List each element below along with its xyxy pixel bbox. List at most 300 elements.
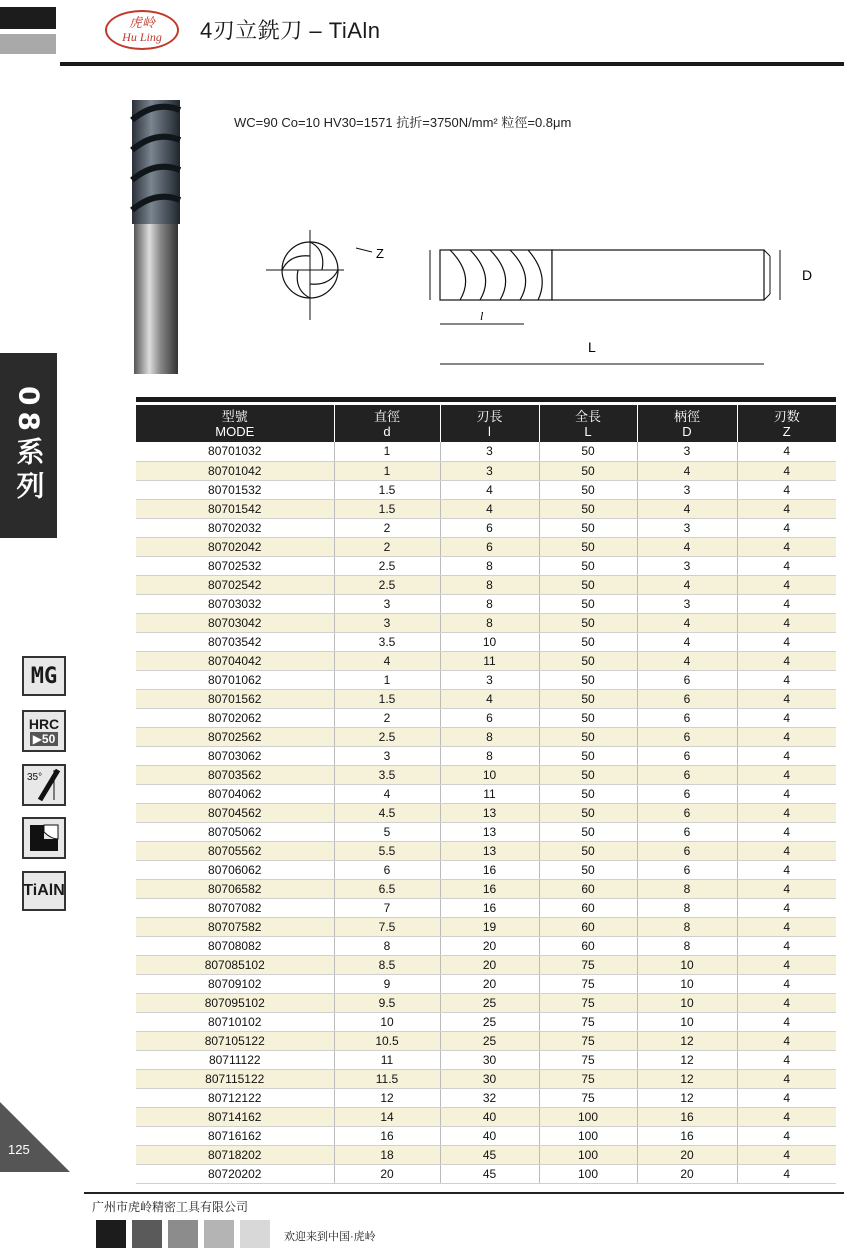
table-cell: 80710102 — [136, 1012, 334, 1031]
table-cell: 3 — [334, 613, 440, 632]
table-row — [136, 632, 836, 651]
table-cell: 50 — [539, 556, 637, 575]
table-cell: 8 — [637, 936, 737, 955]
color-swatch — [240, 1220, 270, 1248]
helix-angle-label: 35° — [27, 772, 43, 783]
table-cell: 6 — [637, 670, 737, 689]
table-cell: 4 — [737, 1108, 836, 1127]
table-cell: 4 — [737, 1031, 836, 1050]
table-cell: 19 — [440, 917, 539, 936]
table-cell: 13 — [440, 822, 539, 841]
col-header-flute-length: 刃長 l — [440, 405, 539, 442]
table-cell: 80718202 — [136, 1146, 334, 1165]
col-header-overall-length: 全長 L — [539, 405, 637, 442]
table-cell: 4 — [737, 575, 836, 594]
table-cell: 80708082 — [136, 936, 334, 955]
table-cell: 3 — [334, 594, 440, 613]
table-cell: 4 — [737, 1051, 836, 1070]
table-row — [136, 765, 836, 784]
table-cell: 50 — [539, 822, 637, 841]
helix-angle-graphic — [24, 766, 64, 804]
table-cell: 60 — [539, 936, 637, 955]
color-swatch — [132, 1220, 162, 1248]
table-cell: 3 — [440, 461, 539, 480]
mg-icon-label: MG — [30, 663, 58, 689]
table-row — [136, 575, 836, 594]
table-cell: 8 — [637, 898, 737, 917]
table-cell: 75 — [539, 1070, 637, 1089]
col-header-shank-diameter: 柄徑 D — [637, 405, 737, 442]
table-cell: 2.5 — [334, 575, 440, 594]
table-cell: 7.5 — [334, 917, 440, 936]
table-row — [136, 1070, 836, 1089]
table-cell: 11 — [440, 651, 539, 670]
col-header-model: 型號 MODE — [136, 405, 334, 442]
table-cell: 4 — [334, 784, 440, 803]
table-cell: 4.5 — [334, 803, 440, 822]
table-row — [136, 746, 836, 765]
table-cell: 4 — [737, 632, 836, 651]
table-cell: 60 — [539, 898, 637, 917]
table-cell: 50 — [539, 613, 637, 632]
table-cell: 75 — [539, 1089, 637, 1108]
table-cell: 80701542 — [136, 499, 334, 518]
table-cell: 80704062 — [136, 784, 334, 803]
table-cell: 80707582 — [136, 917, 334, 936]
table-cell: 3 — [440, 442, 539, 461]
logo-en-text: Hu Ling — [122, 29, 162, 44]
l-large-label: L — [588, 339, 596, 355]
table-cell: 50 — [539, 784, 637, 803]
table-cell: 4 — [737, 955, 836, 974]
table-cell: 3 — [637, 518, 737, 537]
table-cell: 7 — [334, 898, 440, 917]
table-cell: 20 — [440, 974, 539, 993]
table-cell: 50 — [539, 575, 637, 594]
table-cell: 13 — [440, 841, 539, 860]
table-cell: 4 — [737, 936, 836, 955]
material-spec: WC=90 Co=10 HV30=1571 抗折=3750N/mm² 粒徑=0.8μm — [234, 115, 572, 130]
table-cell: 3 — [637, 480, 737, 499]
table-cell: 4 — [737, 556, 836, 575]
table-cell: 11 — [440, 784, 539, 803]
table-cell: 50 — [539, 594, 637, 613]
table-cell: 3 — [637, 594, 737, 613]
logo-cn-text: 虎岭 — [128, 15, 155, 31]
table-cell: 12 — [334, 1089, 440, 1108]
tialn-icon-label: TiAlN — [23, 882, 65, 899]
table-cell: 8 — [334, 936, 440, 955]
table-cell: 12 — [637, 1070, 737, 1089]
table-cell: 10 — [637, 974, 737, 993]
table-cell: 4 — [737, 1012, 836, 1031]
table-cell: 80701062 — [136, 670, 334, 689]
table-cell: 40 — [440, 1127, 539, 1146]
table-row — [136, 993, 836, 1012]
helix-angle-icon — [22, 764, 66, 806]
table-cell: 20 — [440, 955, 539, 974]
table-cell: 8 — [637, 917, 737, 936]
table-cell: 20 — [334, 1165, 440, 1184]
header-dark-block — [0, 7, 56, 29]
footer-rule — [84, 1192, 844, 1194]
table-cell: 4 — [637, 651, 737, 670]
table-cell: 75 — [539, 993, 637, 1012]
table-cell: 40 — [440, 1108, 539, 1127]
welcome-text: 欢迎来到中国·虎岭 — [284, 1231, 376, 1243]
table-cell: 6 — [637, 860, 737, 879]
table-cell: 4 — [737, 613, 836, 632]
l-small-label: l — [480, 309, 484, 323]
table-cell: 4 — [737, 708, 836, 727]
table-cell: 30 — [440, 1070, 539, 1089]
table-cell: 6 — [637, 746, 737, 765]
table-cell: 8 — [440, 575, 539, 594]
table-cell: 20 — [637, 1165, 737, 1184]
table-cell: 75 — [539, 974, 637, 993]
table-cell: 80714162 — [136, 1108, 334, 1127]
table-cell: 60 — [539, 879, 637, 898]
table-cell: 2.5 — [334, 727, 440, 746]
table-cell: 4 — [737, 1089, 836, 1108]
table-cell: 20 — [637, 1146, 737, 1165]
table-cell: 12 — [637, 1051, 737, 1070]
table-cell: 80701042 — [136, 461, 334, 480]
table-cell: 1 — [334, 461, 440, 480]
table-row — [136, 1108, 836, 1127]
table-cell: 10 — [440, 632, 539, 651]
table-cell: 60 — [539, 917, 637, 936]
table-cell: 80701562 — [136, 689, 334, 708]
table-row — [136, 499, 836, 518]
table-cell: 4 — [737, 518, 836, 537]
table-cell: 50 — [539, 461, 637, 480]
table-cell: 10 — [637, 993, 737, 1012]
table-row — [136, 917, 836, 936]
col-header-diameter: 直徑 d — [334, 405, 440, 442]
table-cell: 6 — [637, 765, 737, 784]
table-cell: 75 — [539, 1051, 637, 1070]
color-swatch — [96, 1220, 126, 1248]
table-cell: 45 — [440, 1165, 539, 1184]
table-cell: 4 — [737, 689, 836, 708]
table-cell: 80709102 — [136, 974, 334, 993]
table-row — [136, 1051, 836, 1070]
dimension-diagram — [260, 228, 820, 373]
table-cell: 8 — [440, 727, 539, 746]
header-gray-block — [0, 34, 56, 54]
company-name: 广州市虎岭精密工具有限公司 — [92, 1200, 249, 1214]
table-cell: 5 — [334, 822, 440, 841]
hrc-icon-value: ▶50 — [30, 732, 59, 746]
table-cell: 25 — [440, 1031, 539, 1050]
table-cell: 50 — [539, 746, 637, 765]
table-cell: 4 — [737, 442, 836, 461]
spec-table — [136, 405, 836, 1184]
table-cell: 4 — [440, 480, 539, 499]
table-row — [136, 556, 836, 575]
table-cell: 50 — [539, 860, 637, 879]
table-cell: 10 — [334, 1012, 440, 1031]
color-swatch — [204, 1220, 234, 1248]
table-row — [136, 518, 836, 537]
table-row — [136, 1165, 836, 1184]
table-row — [136, 803, 836, 822]
table-cell: 4 — [737, 461, 836, 480]
table-cell: 4 — [737, 670, 836, 689]
table-cell: 1 — [334, 670, 440, 689]
table-cell: 807095102 — [136, 993, 334, 1012]
table-cell: 6 — [440, 708, 539, 727]
hrc-icon — [22, 710, 66, 752]
table-cell: 807105122 — [136, 1031, 334, 1050]
table-row — [136, 594, 836, 613]
table-cell: 80701032 — [136, 442, 334, 461]
table-cell: 16 — [440, 879, 539, 898]
table-cell: 80705562 — [136, 841, 334, 860]
series-tab — [0, 353, 57, 538]
mg-icon — [22, 656, 66, 696]
table-cell: 45 — [440, 1146, 539, 1165]
table-cell: 16 — [440, 860, 539, 879]
table-cell: 25 — [440, 1012, 539, 1031]
table-cell: 10.5 — [334, 1031, 440, 1050]
table-cell: 6 — [637, 727, 737, 746]
table-cell: 3 — [440, 670, 539, 689]
table-cell: 30 — [440, 1051, 539, 1070]
table-cell: 4 — [737, 860, 836, 879]
table-cell: 16 — [440, 898, 539, 917]
page-corner — [0, 1102, 70, 1172]
table-cell: 4 — [440, 499, 539, 518]
table-row — [136, 613, 836, 632]
table-row — [136, 670, 836, 689]
table-row — [136, 822, 836, 841]
table-cell: 80702562 — [136, 727, 334, 746]
table-cell: 4 — [737, 879, 836, 898]
table-cell: 4 — [737, 974, 836, 993]
table-cell: 12 — [637, 1089, 737, 1108]
table-cell: 80706062 — [136, 860, 334, 879]
table-cell: 80702062 — [136, 708, 334, 727]
table-cell: 4 — [737, 480, 836, 499]
table-cell: 4 — [737, 746, 836, 765]
table-cell: 2 — [334, 537, 440, 556]
table-cell: 50 — [539, 765, 637, 784]
table-cell: 8 — [440, 613, 539, 632]
series-label: 08系列 — [12, 386, 46, 505]
table-cell: 18 — [334, 1146, 440, 1165]
page-number: 125 — [8, 1142, 30, 1157]
table-row — [136, 841, 836, 860]
table-cell: 80703062 — [136, 746, 334, 765]
table-cell: 8 — [440, 746, 539, 765]
table-cell: 807085102 — [136, 955, 334, 974]
table-cell: 75 — [539, 1012, 637, 1031]
table-cell: 4 — [737, 1165, 836, 1184]
table-cell: 4 — [737, 1070, 836, 1089]
table-cell: 8 — [440, 556, 539, 575]
table-cell: 10 — [440, 765, 539, 784]
table-cell: 6 — [637, 784, 737, 803]
table-cell: 80706582 — [136, 879, 334, 898]
table-cell: 6 — [440, 518, 539, 537]
table-cell: 80711122 — [136, 1051, 334, 1070]
table-row — [136, 689, 836, 708]
table-cell: 12 — [637, 1031, 737, 1050]
table-cell: 75 — [539, 955, 637, 974]
table-cell: 50 — [539, 518, 637, 537]
table-cell: 4 — [737, 651, 836, 670]
table-cell: 4 — [334, 651, 440, 670]
table-cell: 50 — [539, 499, 637, 518]
table-cell: 50 — [539, 727, 637, 746]
table-cell: 4 — [737, 803, 836, 822]
table-cell: 50 — [539, 442, 637, 461]
table-cell: 1 — [334, 442, 440, 461]
company-logo — [105, 10, 179, 50]
table-cell: 4 — [637, 632, 737, 651]
table-row — [136, 879, 836, 898]
table-cell: 4 — [440, 689, 539, 708]
tialn-coating-icon — [22, 871, 66, 911]
table-cell: 9.5 — [334, 993, 440, 1012]
table-cell: 50 — [539, 632, 637, 651]
table-row — [136, 537, 836, 556]
table-cell: 80702532 — [136, 556, 334, 575]
table-cell: 80701532 — [136, 480, 334, 499]
table-cell: 807115122 — [136, 1070, 334, 1089]
table-cell: 20 — [440, 936, 539, 955]
table-cell: 4 — [737, 499, 836, 518]
table-cell: 80716162 — [136, 1127, 334, 1146]
table-row — [136, 708, 836, 727]
table-row — [136, 974, 836, 993]
table-cell: 32 — [440, 1089, 539, 1108]
table-cell: 11 — [334, 1051, 440, 1070]
table-cell: 4 — [637, 575, 737, 594]
table-cell: 4 — [737, 841, 836, 860]
table-cell: 6 — [637, 822, 737, 841]
table-cell: 50 — [539, 651, 637, 670]
table-cell: 4 — [637, 613, 737, 632]
page-title: 4刃立銑刀 – TiAln — [200, 18, 381, 43]
table-cell: 100 — [539, 1108, 637, 1127]
table-cell: 6 — [334, 860, 440, 879]
table-row — [136, 936, 836, 955]
table-row — [136, 461, 836, 480]
table-cell: 80703042 — [136, 613, 334, 632]
table-cell: 1.5 — [334, 689, 440, 708]
table-cell: 3.5 — [334, 632, 440, 651]
table-cell: 6 — [637, 841, 737, 860]
end-mill-photo — [128, 90, 188, 382]
table-cell: 4 — [737, 1146, 836, 1165]
table-cell: 4 — [737, 1127, 836, 1146]
table-cell: 50 — [539, 708, 637, 727]
cutter-shape-icon — [22, 817, 66, 859]
table-cell: 75 — [539, 1031, 637, 1050]
table-cell: 100 — [539, 1146, 637, 1165]
color-swatches — [96, 1220, 270, 1248]
table-cell: 2.5 — [334, 556, 440, 575]
table-cell: 50 — [539, 803, 637, 822]
z-label: Z — [376, 246, 384, 261]
table-cell: 80720202 — [136, 1165, 334, 1184]
table-row — [136, 1146, 836, 1165]
table-cell: 4 — [737, 594, 836, 613]
table-cell: 25 — [440, 993, 539, 1012]
table-cell: 4 — [737, 993, 836, 1012]
table-cell: 100 — [539, 1127, 637, 1146]
table-cell: 80712122 — [136, 1089, 334, 1108]
table-row — [136, 442, 836, 461]
table-row — [136, 727, 836, 746]
table-cell: 50 — [539, 480, 637, 499]
table-cell: 6 — [440, 537, 539, 556]
table-cell: 8 — [440, 594, 539, 613]
table-cell: 4 — [637, 537, 737, 556]
table-cell: 80704042 — [136, 651, 334, 670]
header-rule — [60, 62, 844, 66]
table-cell: 80703032 — [136, 594, 334, 613]
table-cell: 80707082 — [136, 898, 334, 917]
table-cell: 1.5 — [334, 480, 440, 499]
table-cell: 5.5 — [334, 841, 440, 860]
table-row — [136, 784, 836, 803]
table-row — [136, 955, 836, 974]
table-row — [136, 1127, 836, 1146]
table-header-row — [136, 405, 836, 442]
table-row — [136, 651, 836, 670]
table-cell: 3.5 — [334, 765, 440, 784]
table-cell: 80704562 — [136, 803, 334, 822]
table-cell: 1.5 — [334, 499, 440, 518]
table-cell: 8 — [637, 879, 737, 898]
color-swatch — [168, 1220, 198, 1248]
table-row — [136, 898, 836, 917]
table-cell: 50 — [539, 670, 637, 689]
table-cell: 80702542 — [136, 575, 334, 594]
table-cell: 4 — [737, 898, 836, 917]
table-cell: 13 — [440, 803, 539, 822]
table-cell: 50 — [539, 537, 637, 556]
table-cell: 100 — [539, 1165, 637, 1184]
table-row — [136, 1089, 836, 1108]
table-cell: 6.5 — [334, 879, 440, 898]
table-cell: 50 — [539, 841, 637, 860]
table-cell: 80703542 — [136, 632, 334, 651]
table-cell: 50 — [539, 689, 637, 708]
table-cell: 3 — [334, 746, 440, 765]
table-cell: 8.5 — [334, 955, 440, 974]
table-row — [136, 860, 836, 879]
table-row — [136, 480, 836, 499]
table-cell: 4 — [737, 784, 836, 803]
table-cell: 14 — [334, 1108, 440, 1127]
table-cell: 11.5 — [334, 1070, 440, 1089]
table-cell: 10 — [637, 1012, 737, 1031]
table-cell: 80703562 — [136, 765, 334, 784]
hrc-icon-label: HRC — [28, 716, 60, 732]
table-cell: 80702032 — [136, 518, 334, 537]
table-cell: 4 — [737, 537, 836, 556]
table-row — [136, 1031, 836, 1050]
table-cell: 10 — [637, 955, 737, 974]
table-cell: 4 — [737, 822, 836, 841]
table-cell: 4 — [737, 765, 836, 784]
table-cell: 6 — [637, 689, 737, 708]
